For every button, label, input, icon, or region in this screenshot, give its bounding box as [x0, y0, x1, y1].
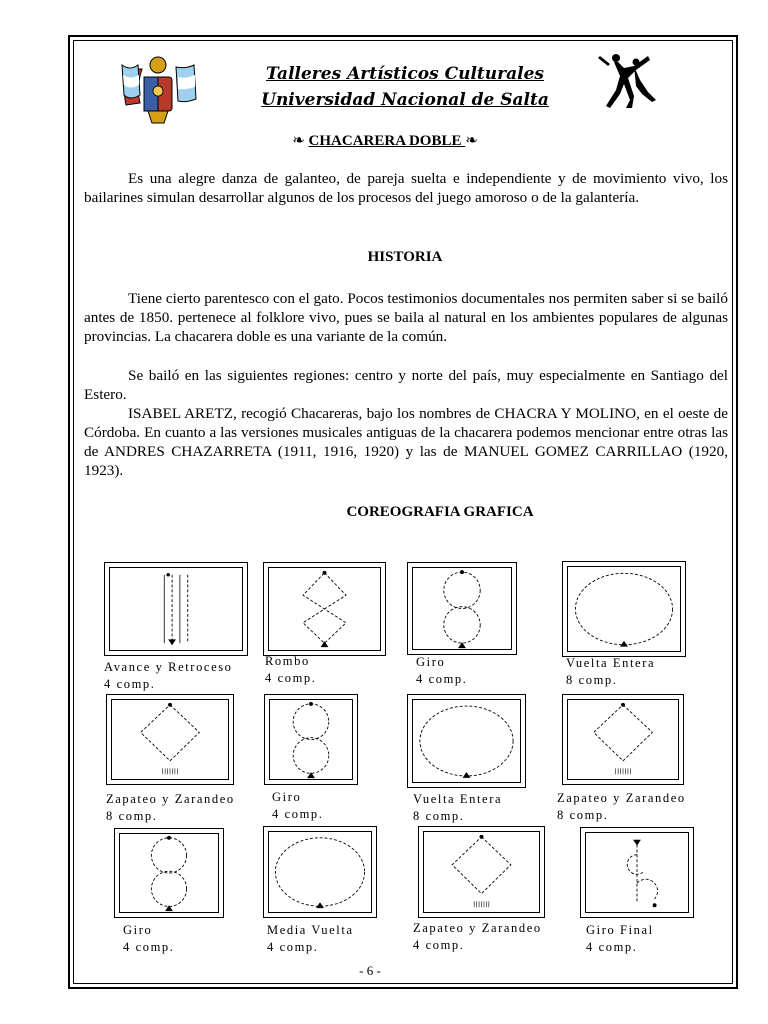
figure-diagram-4	[562, 561, 686, 657]
figure-compases: 4 comp.	[267, 940, 319, 954]
figure-path-drawing	[419, 827, 544, 917]
figure-diagram-12	[580, 827, 694, 918]
figure-name: Zapateo y Zarandeo	[106, 792, 235, 806]
figure-diagram-3	[407, 562, 517, 655]
historia-paragraph-3: ISABEL ARETZ, recogió Chacareras, bajo los nombres de CHACRA Y MOLINO, en el oeste de Córdoba. En cuanto a las versiones musicales antiguas de la chacarera podemos mencionar entre otras las de ANDRES CHAZARRETA (1911, 1916, 1920) y las de MANUEL GOMEZ CARRILLAO (1920, 1923).	[84, 405, 728, 479]
figure-caption-11	[413, 920, 542, 954]
figure-name: Zapateo y Zarandeo	[413, 921, 542, 935]
figure-diagram-10	[263, 826, 377, 918]
figure-compases: 8 comp.	[557, 808, 609, 822]
figure-name: Giro	[272, 790, 302, 804]
figure-diagram-8	[562, 694, 684, 785]
figure-caption-9	[123, 922, 174, 956]
figure-name: Media Vuelta	[267, 923, 354, 937]
figure-diagram-5	[106, 694, 234, 785]
title-ornament-right: ❧	[465, 133, 478, 149]
figure-path-drawing	[264, 827, 376, 917]
figure-caption-6	[272, 789, 323, 823]
figure-diagram-7	[407, 694, 526, 788]
figure-compases: 4 comp.	[416, 672, 468, 686]
figure-caption-10	[267, 922, 354, 956]
header-line-2: Universidad Nacional de Salta	[261, 90, 549, 110]
figure-path-drawing	[563, 695, 683, 784]
figure-compases: 8 comp.	[106, 809, 158, 823]
figure-path-drawing	[107, 695, 233, 784]
figure-name: Giro Final	[586, 923, 654, 937]
header-line-1: Talleres Artísticos Culturales	[266, 64, 544, 84]
coat-of-arms-logo	[118, 47, 200, 127]
historia-heading: HISTORIA	[367, 249, 443, 265]
figure-path-drawing	[408, 695, 525, 787]
figure-caption-5	[106, 791, 235, 825]
figure-compases: 4 comp.	[265, 671, 317, 685]
figure-caption-3	[416, 654, 467, 688]
figure-path-drawing	[581, 828, 693, 917]
figure-name: Vuelta Entera	[413, 792, 503, 806]
figure-compases: 8 comp.	[566, 673, 618, 687]
figure-compases: 4 comp.	[413, 938, 465, 952]
figure-compases: 8 comp.	[413, 809, 465, 823]
figure-path-drawing	[563, 562, 685, 656]
historia-paragraph-1: Tiene cierto parentesco con el gato. Pocos testimonios documentales nos permiten saber si se bailó antes de 1850. pertenece al folklore vivo, pues se baila al natural en los ambientes populares de algunas provincias. La chacarera doble es una variante de la común.	[84, 290, 728, 345]
figure-caption-12	[586, 922, 654, 956]
intro-paragraph: Es una alegre danza de galanteo, de pareja suelta e independiente y de movimiento vivo, los bailarines simulan desarrollar algunos de los procesos del juego amoroso o de la galantería.	[84, 170, 728, 206]
page-number: - 6 -	[359, 963, 381, 978]
figure-path-drawing	[264, 563, 385, 655]
figure-caption-8	[557, 790, 686, 824]
figure-name: Vuelta Entera	[566, 656, 656, 670]
figure-path-drawing	[115, 829, 223, 917]
figure-path-drawing	[265, 695, 357, 784]
figure-caption-4	[566, 655, 655, 689]
dancers-logo	[596, 50, 658, 112]
figure-diagram-6	[264, 694, 358, 785]
figure-diagram-9	[114, 828, 224, 918]
figure-diagram-11	[418, 826, 545, 918]
historia-paragraph-2: Se bailó en las siguientes regiones: centro y norte del país, muy especialmente en Santiago del Estero.	[84, 367, 728, 403]
figure-compases: 4 comp.	[123, 940, 175, 954]
figure-path-drawing	[408, 563, 516, 654]
figure-name: Giro	[123, 923, 153, 937]
figure-name: Zapateo y Zarandeo	[557, 791, 686, 805]
figure-compases: 4 comp.	[586, 940, 638, 954]
figure-diagram-1	[104, 562, 248, 656]
figure-caption-1	[104, 659, 233, 693]
figure-path-drawing	[105, 563, 247, 655]
figure-compases: 4 comp.	[104, 677, 156, 691]
title-ornament-left: ❧	[292, 133, 305, 149]
figure-diagram-2	[263, 562, 386, 656]
figure-compases: 4 comp.	[272, 807, 324, 821]
figure-caption-2	[265, 653, 316, 687]
page-title	[240, 131, 530, 150]
figure-name: Avance y Retroceso	[104, 660, 233, 674]
coreografia-heading: COREOGRAFIA GRAFICA	[346, 504, 534, 520]
figure-name: Rombo	[265, 654, 310, 668]
figure-caption-7	[413, 791, 502, 825]
figure-name: Giro	[416, 655, 446, 669]
title-text: CHACARERA DOBLE	[308, 133, 466, 149]
